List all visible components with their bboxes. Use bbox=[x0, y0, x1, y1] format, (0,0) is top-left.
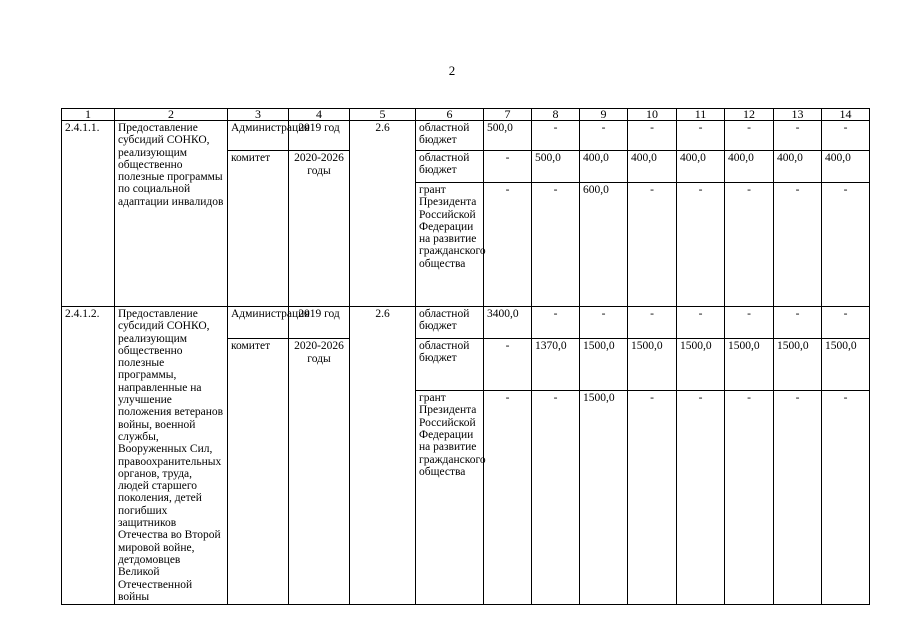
value-cell: - bbox=[822, 183, 870, 307]
value-cell: - bbox=[822, 307, 870, 339]
indicator-cell: 2.6 bbox=[350, 307, 416, 605]
column-header: 12 bbox=[725, 109, 774, 121]
value-cell: 500,0 bbox=[484, 121, 532, 151]
column-header: 1 bbox=[62, 109, 115, 121]
value-cell: 1500,0 bbox=[774, 339, 822, 391]
column-header: 8 bbox=[532, 109, 580, 121]
executor-cell: комитет bbox=[228, 339, 289, 605]
table-row bbox=[62, 121, 870, 151]
column-header: 7 bbox=[484, 109, 532, 121]
value-cell: - bbox=[484, 151, 532, 183]
value-cell: - bbox=[774, 121, 822, 151]
value-cell: - bbox=[628, 391, 677, 605]
column-header: 4 bbox=[289, 109, 350, 121]
activity-code: 2.4.1.1. bbox=[62, 121, 115, 307]
value-cell: 600,0 bbox=[580, 183, 628, 307]
value-cell: 400,0 bbox=[774, 151, 822, 183]
activity-code: 2.4.1.2. bbox=[62, 307, 115, 605]
value-cell: - bbox=[580, 121, 628, 151]
activity-name: Предоставление субсидий СОНКО, реализующим общественно полезные программы по социальной адаптации инвалидов bbox=[115, 121, 228, 307]
value-cell: - bbox=[532, 391, 580, 605]
value-cell: - bbox=[774, 307, 822, 339]
table-header-row bbox=[62, 109, 870, 121]
value-cell: 3400,0 bbox=[484, 307, 532, 339]
value-cell: 1500,0 bbox=[628, 339, 677, 391]
value-cell: - bbox=[628, 307, 677, 339]
value-cell: - bbox=[822, 121, 870, 151]
table-row bbox=[62, 307, 870, 339]
value-cell: 1370,0 bbox=[532, 339, 580, 391]
value-cell: - bbox=[532, 183, 580, 307]
value-cell: - bbox=[774, 183, 822, 307]
executor-cell: Администрация bbox=[228, 121, 289, 151]
column-header: 5 bbox=[350, 109, 416, 121]
value-cell: 400,0 bbox=[580, 151, 628, 183]
value-cell: 400,0 bbox=[677, 151, 725, 183]
value-cell: 1500,0 bbox=[580, 391, 628, 605]
column-header: 3 bbox=[228, 109, 289, 121]
column-header: 2 bbox=[115, 109, 228, 121]
value-cell: - bbox=[628, 183, 677, 307]
period-cell: 2020-2026 годы bbox=[289, 339, 350, 605]
value-cell: - bbox=[677, 183, 725, 307]
value-cell: - bbox=[484, 183, 532, 307]
value-cell: 400,0 bbox=[628, 151, 677, 183]
value-cell: 400,0 bbox=[822, 151, 870, 183]
program-table bbox=[61, 108, 870, 605]
column-header: 10 bbox=[628, 109, 677, 121]
value-cell: - bbox=[532, 121, 580, 151]
executor-cell: Администрация bbox=[228, 307, 289, 339]
value-cell: 1500,0 bbox=[580, 339, 628, 391]
value-cell: - bbox=[484, 391, 532, 605]
value-cell: - bbox=[725, 307, 774, 339]
value-cell: - bbox=[725, 391, 774, 605]
period-cell: 2019 год bbox=[289, 121, 350, 151]
funding-source: грант Президента Российской Федерации на развитие гражданского общества bbox=[416, 183, 484, 307]
funding-source: грант Президента Российской Федерации на развитие гражданского общества bbox=[416, 391, 484, 605]
value-cell: 1500,0 bbox=[822, 339, 870, 391]
value-cell: - bbox=[677, 307, 725, 339]
value-cell: - bbox=[484, 339, 532, 391]
funding-source: областной бюджет bbox=[416, 151, 484, 183]
value-cell: - bbox=[822, 391, 870, 605]
indicator-cell: 2.6 bbox=[350, 121, 416, 307]
executor-cell: комитет bbox=[228, 151, 289, 307]
page-number: 2 bbox=[448, 63, 456, 78]
value-cell: 500,0 bbox=[532, 151, 580, 183]
value-cell: - bbox=[677, 121, 725, 151]
funding-source: областной бюджет bbox=[416, 307, 484, 339]
value-cell: 1500,0 bbox=[725, 339, 774, 391]
column-header: 13 bbox=[774, 109, 822, 121]
value-cell: - bbox=[725, 121, 774, 151]
value-cell: - bbox=[677, 391, 725, 605]
funding-source: областной бюджет bbox=[416, 121, 484, 151]
value-cell: 1500,0 bbox=[677, 339, 725, 391]
activity-name: Предоставление субсидий СОНКО, реализующим общественно полезные программы, направленные на улучшение положения ветеранов войны, военной службы, Вооруженных Сил, правоохранительных органов, труда, людей старшего поколения, детей погибших защитников Отечества во Второй мировой войне, детдомовцев Великой Отечественной войны bbox=[115, 307, 228, 605]
funding-source: областной бюджет bbox=[416, 339, 484, 391]
period-cell: 2020-2026 годы bbox=[289, 151, 350, 307]
value-cell: - bbox=[532, 307, 580, 339]
period-cell: 2019 год bbox=[289, 307, 350, 339]
value-cell: - bbox=[725, 183, 774, 307]
value-cell: 400,0 bbox=[725, 151, 774, 183]
value-cell: - bbox=[580, 307, 628, 339]
column-header: 6 bbox=[416, 109, 484, 121]
column-header: 14 bbox=[822, 109, 870, 121]
column-header: 11 bbox=[677, 109, 725, 121]
value-cell: - bbox=[628, 121, 677, 151]
value-cell: - bbox=[774, 391, 822, 605]
column-header: 9 bbox=[580, 109, 628, 121]
